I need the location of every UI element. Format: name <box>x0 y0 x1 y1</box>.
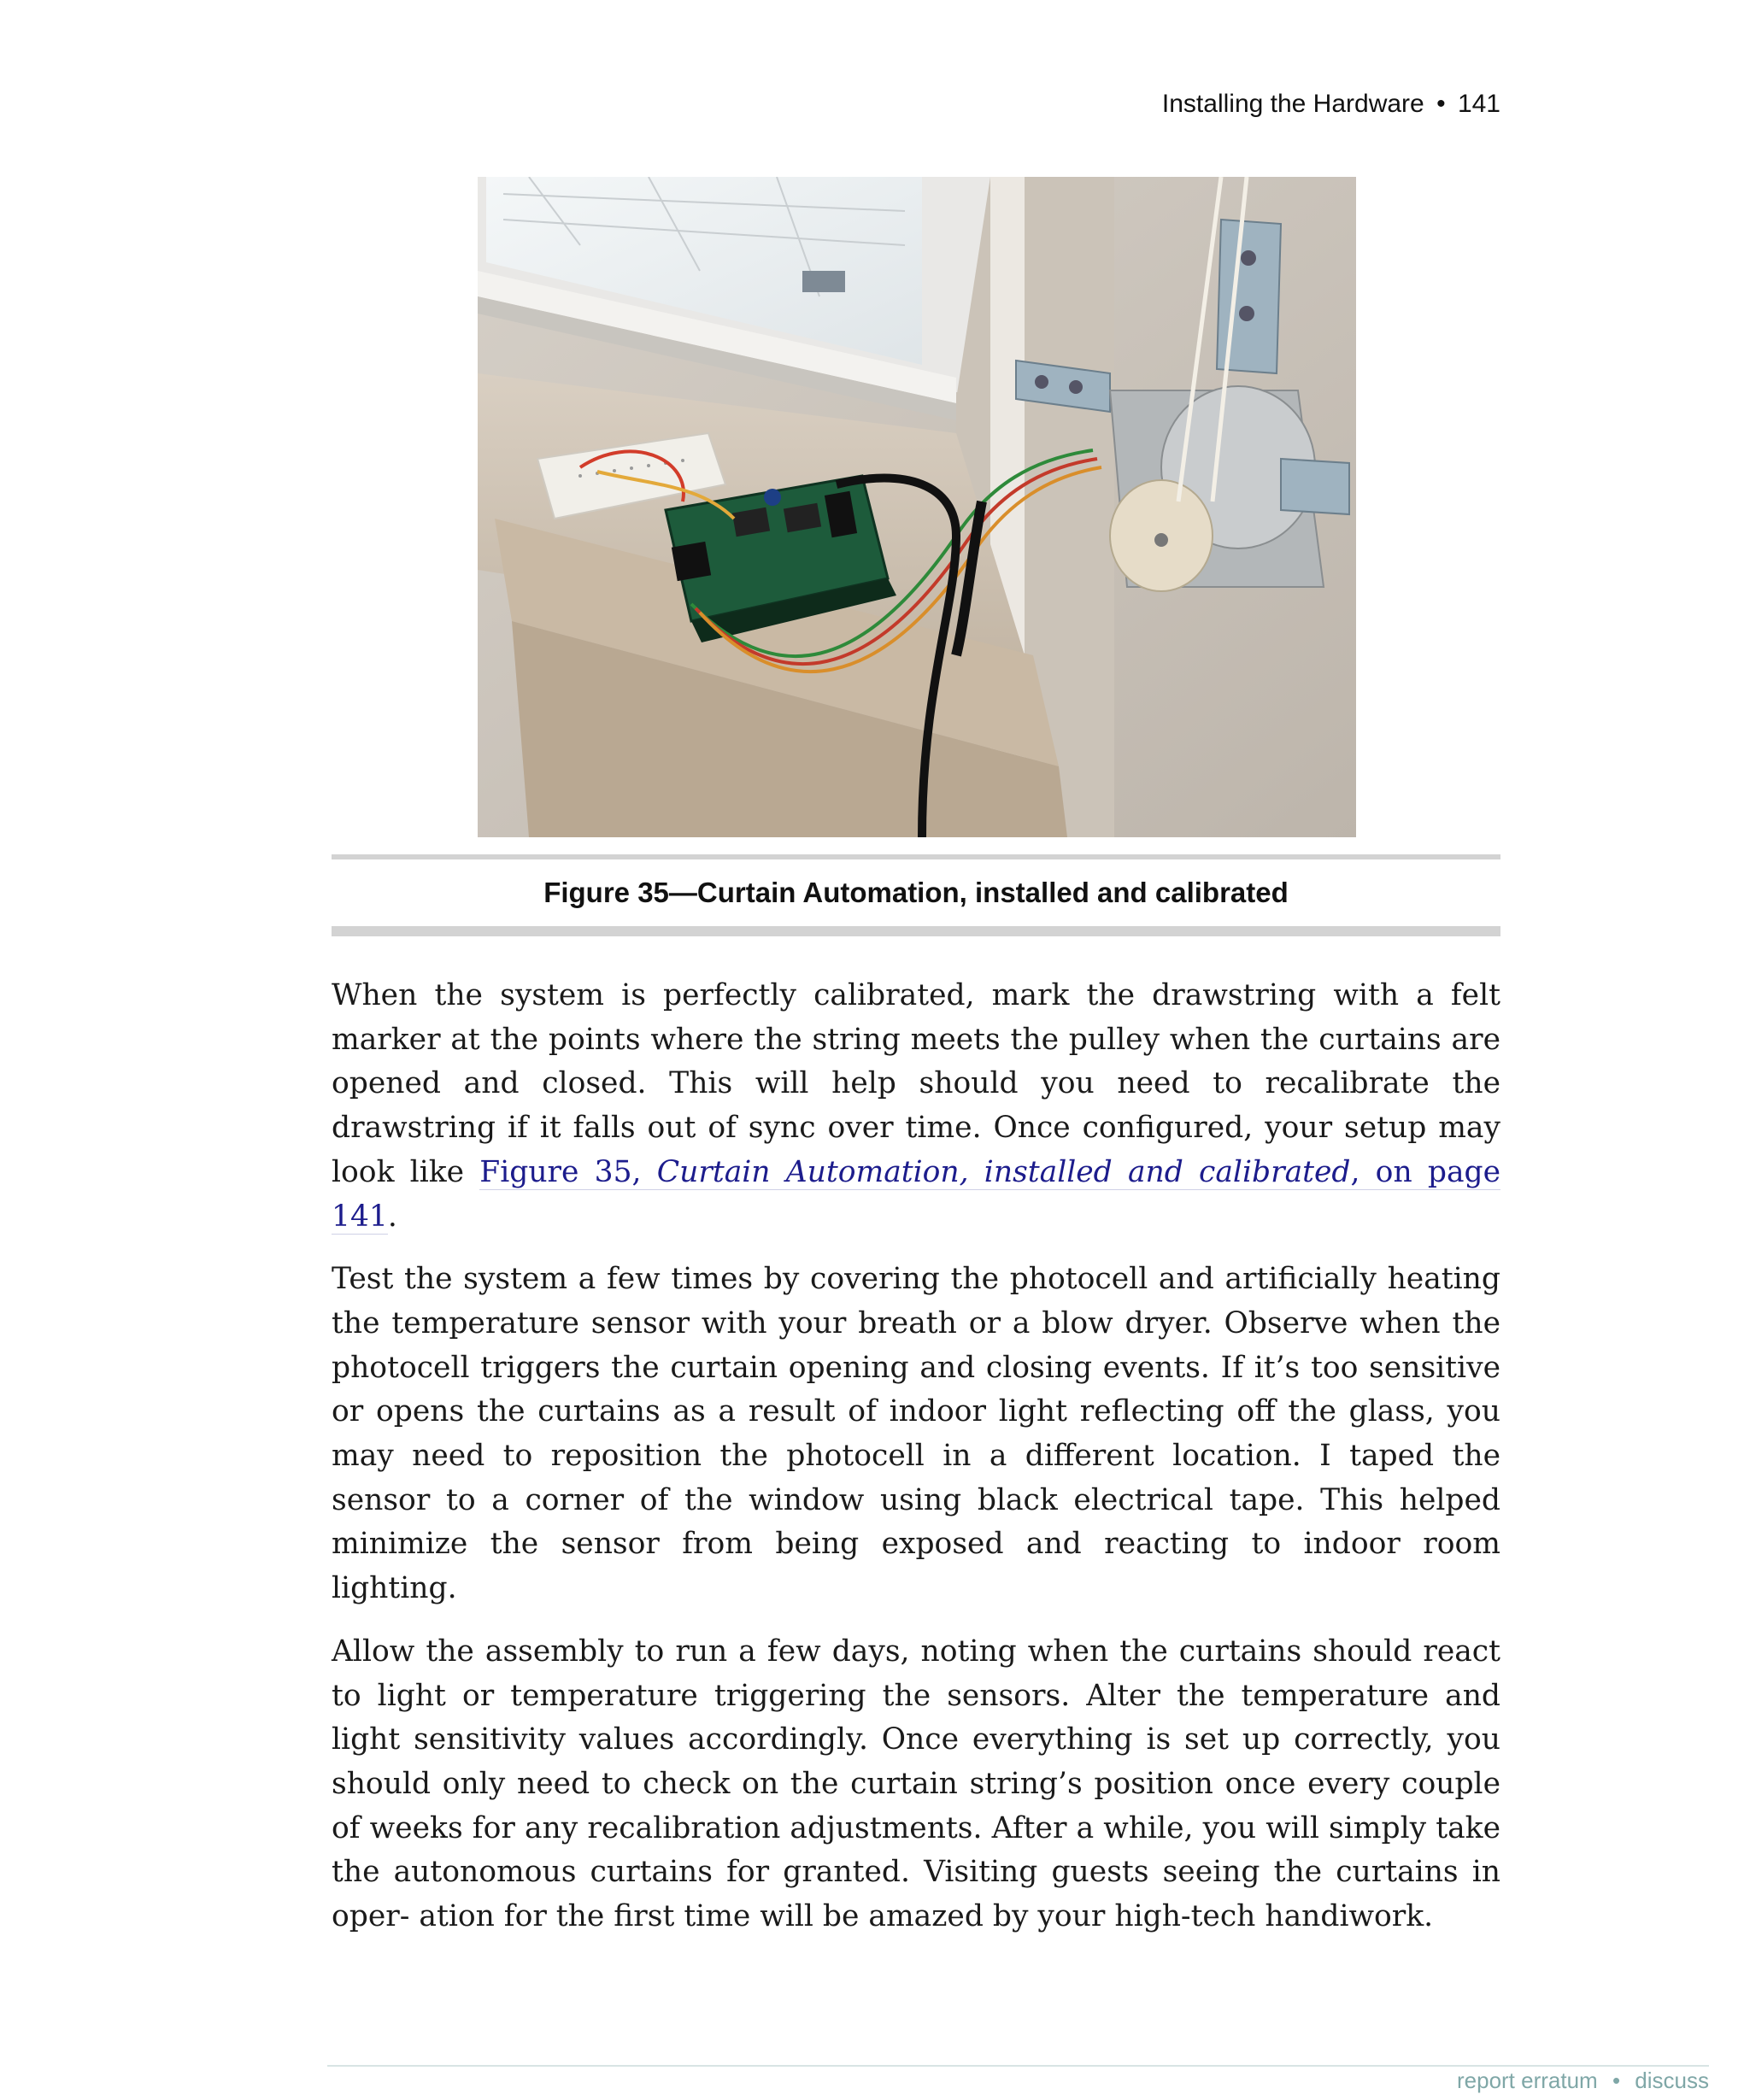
figure-photo <box>478 177 1356 837</box>
paragraph-1 <box>332 974 1500 1239</box>
figure-caption-block <box>332 854 1500 936</box>
page-number: 141 <box>1457 90 1500 118</box>
caption-rule-bottom <box>332 926 1500 936</box>
footer-separator: • <box>1612 2068 1621 2093</box>
running-header <box>983 90 1500 119</box>
body-text <box>332 974 1500 1958</box>
footer-rule <box>327 2065 1709 2067</box>
footer <box>1457 2068 1709 2094</box>
xref-title: Curtain Automation, installed and calibrated <box>656 1154 1351 1189</box>
paragraph-3: Allow the assembly to run a few days, noting when the curtains should react to light or temperature triggering the sensors. Alter the temperature and light sensitivity values accordingly. Once everything is set up correctly, you should only need to check on the curtain string’s position once every couple of weeks for any recalibration adjustments. After a while, you will simply take the autonomous curtains for granted. Visiting guests seeing the curtains in oper‐ ation for the first time will be amazed by your high-tech handiwork. <box>332 1634 1500 1934</box>
paragraph-1-end: . <box>387 1199 397 1234</box>
header-separator: • <box>1436 90 1446 118</box>
figure-caption: Figure 35—Curtain Automation, installed and calibrated <box>543 877 1289 908</box>
caption-rule-top <box>332 854 1500 859</box>
figure-cross-reference-link[interactable] <box>332 1155 1500 1235</box>
xref-prefix: Figure 35, <box>479 1154 657 1189</box>
paragraph-2: Test the system a few times by covering the photocell and artificially heating the temperature sensor with your breath or a blow dryer. Observe when the photocell triggers the curtain opening and closing events. If it’s too sensitive or opens the curtains as a result of indoor light reflecting off the glass, you may need to reposition the photocell in a different location. I taped the sensor to a corner of the window using black electrical tape. This helped minimize the sensor from being exposed and reacting to indoor room lighting. <box>332 1262 1500 1606</box>
section-title: Installing the Hardware <box>1161 90 1424 118</box>
report-erratum-link[interactable]: report erratum <box>1456 2068 1598 2093</box>
xref-suffix: , on page 141 <box>332 1154 1501 1234</box>
discuss-link[interactable]: discuss <box>1635 2068 1709 2093</box>
curtain-automation-photo <box>478 177 1356 837</box>
paragraph-1-text: When the system is perfectly calibrated, mark the drawstring with a felt marker at the points where the string meets the pulley when the curtains are opened and closed. This will help should you need to recalibrate the drawstring if it falls out of sync over time. Once configured, your setup may look like <box>332 978 1500 1189</box>
